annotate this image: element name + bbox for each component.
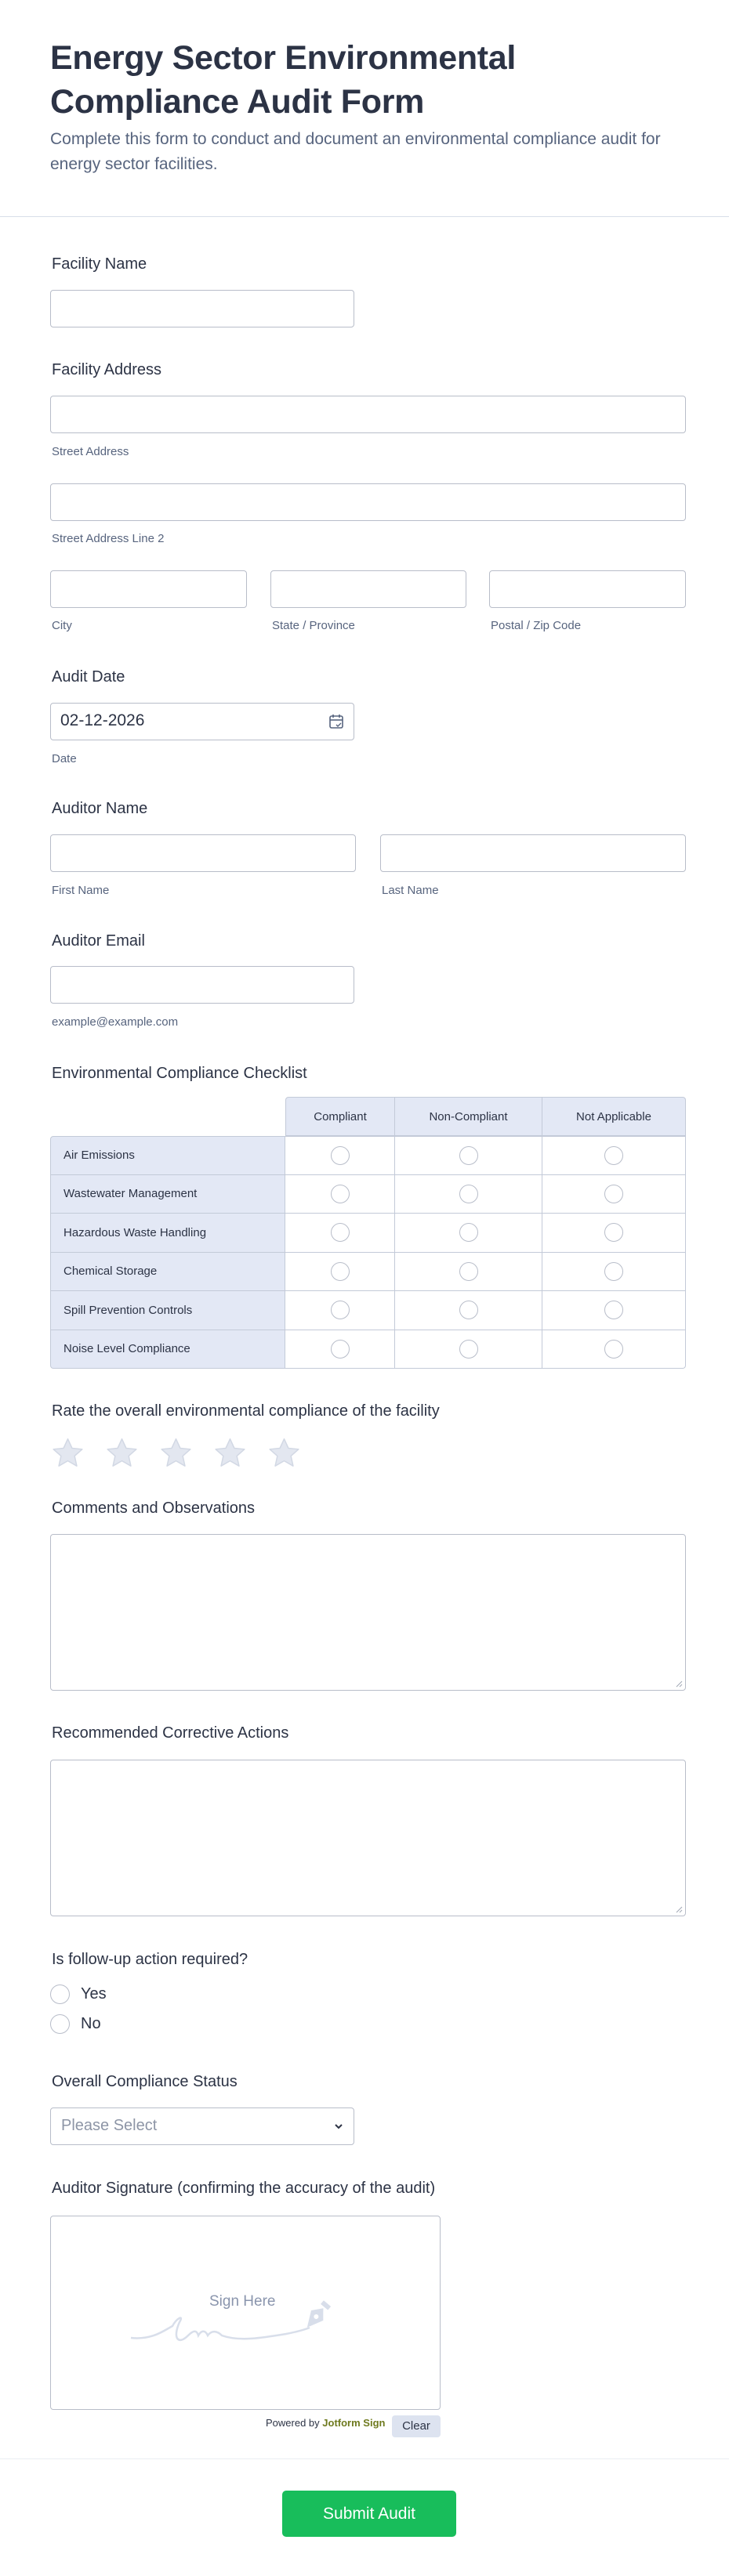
radio-compliant[interactable] — [331, 1146, 350, 1165]
last-name-sublabel: Last Name — [382, 884, 439, 897]
radio-not-applicable[interactable] — [604, 1185, 623, 1203]
comments-label: Comments and Observations — [52, 1500, 256, 1517]
page-title: Energy Sector Environmental Compliance Audit Form — [50, 39, 517, 121]
street-address-line2-input[interactable] — [50, 483, 686, 521]
audit-date-label: Audit Date — [52, 668, 125, 686]
row-label: Chemical Storage — [50, 1253, 285, 1292]
checklist-label: Environmental Compliance Checklist — [52, 1065, 307, 1082]
powered-by — [266, 2417, 385, 2429]
state-input[interactable] — [270, 570, 466, 608]
rating-label: Rate the overall environmental compliance of the facility — [52, 1402, 440, 1420]
radio-not-applicable[interactable] — [604, 1146, 623, 1165]
street-address-line2-sublabel: Street Address Line 2 — [52, 532, 165, 545]
header-divider — [0, 216, 729, 217]
corrective-actions-label: Recommended Corrective Actions — [52, 1724, 289, 1742]
calendar-icon[interactable] — [328, 713, 344, 730]
row-label: Spill Prevention Controls — [50, 1291, 285, 1330]
radio-compliant[interactable] — [331, 1262, 350, 1281]
follow-up-option-yes[interactable] — [50, 1984, 107, 2004]
column-header-compliant: Compliant — [285, 1097, 395, 1136]
star-rating — [50, 1435, 302, 1471]
facility-address-label: Facility Address — [52, 361, 162, 378]
compliance-checklist-table — [50, 1097, 686, 1369]
table-row — [50, 1136, 686, 1175]
table-row — [50, 1253, 686, 1292]
resize-handle-icon[interactable] — [675, 1680, 683, 1688]
star-icon[interactable] — [50, 1435, 85, 1471]
star-icon[interactable] — [267, 1435, 302, 1471]
star-icon[interactable] — [212, 1435, 248, 1471]
row-label: Wastewater Management — [50, 1175, 285, 1214]
signature-pad[interactable] — [50, 2216, 441, 2410]
column-header-non-compliant: Non-Compliant — [395, 1097, 542, 1136]
first-name-input[interactable] — [50, 834, 356, 872]
radio-yes[interactable] — [50, 1984, 70, 2004]
chevron-down-icon — [333, 2121, 344, 2132]
table-row — [50, 1291, 686, 1330]
zip-input[interactable] — [489, 570, 686, 608]
column-header-not-applicable: Not Applicable — [542, 1097, 686, 1136]
jotform-sign-link[interactable]: Jotform Sign — [322, 2417, 386, 2429]
city-input[interactable] — [50, 570, 247, 608]
matrix-corner — [50, 1097, 285, 1136]
clear-signature-button[interactable]: Clear — [392, 2415, 441, 2437]
radio-non-compliant[interactable] — [459, 1262, 478, 1281]
radio-non-compliant[interactable] — [459, 1185, 478, 1203]
table-row — [50, 1330, 686, 1369]
row-label: Air Emissions — [50, 1136, 285, 1175]
city-sublabel: City — [52, 619, 72, 632]
radio-non-compliant[interactable] — [459, 1223, 478, 1242]
radio-compliant[interactable] — [331, 1185, 350, 1203]
radio-not-applicable[interactable] — [604, 1340, 623, 1359]
radio-non-compliant[interactable] — [459, 1340, 478, 1359]
audit-date-input[interactable] — [50, 703, 354, 740]
radio-non-compliant[interactable] — [459, 1301, 478, 1319]
form-header — [50, 36, 693, 177]
row-label: Hazardous Waste Handling — [50, 1214, 285, 1253]
option-label: Yes — [81, 1985, 107, 2003]
compliance-status-select[interactable] — [50, 2107, 354, 2145]
powered-by-text: Powered by — [266, 2417, 320, 2429]
radio-compliant[interactable] — [331, 1223, 350, 1242]
resize-handle-icon[interactable] — [675, 1905, 683, 1913]
radio-compliant[interactable] — [331, 1301, 350, 1319]
signature-label: Auditor Signature (confirming the accuracy of the audit) — [52, 2180, 436, 2197]
table-row — [50, 1214, 686, 1253]
radio-not-applicable[interactable] — [604, 1223, 623, 1242]
comments-textarea[interactable] — [50, 1534, 686, 1691]
follow-up-option-no[interactable] — [50, 2014, 101, 2034]
street-address-sublabel: Street Address — [52, 445, 129, 458]
auditor-email-label: Auditor Email — [52, 932, 145, 950]
audit-date-sublabel: Date — [52, 752, 77, 765]
radio-non-compliant[interactable] — [459, 1146, 478, 1165]
zip-sublabel: Postal / Zip Code — [491, 619, 582, 632]
auditor-email-sublabel: example@example.com — [52, 1015, 179, 1029]
sign-here-placeholder: Sign Here — [209, 2293, 276, 2310]
facility-name-label: Facility Name — [52, 255, 147, 273]
star-icon[interactable] — [104, 1435, 140, 1471]
footer-divider — [0, 2458, 729, 2459]
radio-no[interactable] — [50, 2014, 70, 2034]
select-placeholder: Please Select — [61, 2117, 158, 2134]
follow-up-label: Is follow-up action required? — [52, 1951, 248, 1968]
state-sublabel: State / Province — [272, 619, 355, 632]
radio-not-applicable[interactable] — [604, 1301, 623, 1319]
row-label: Noise Level Compliance — [50, 1330, 285, 1369]
auditor-name-label: Auditor Name — [52, 800, 148, 817]
first-name-sublabel: First Name — [52, 884, 110, 897]
table-row — [50, 1175, 686, 1214]
facility-name-input[interactable] — [50, 290, 354, 327]
street-address-input[interactable] — [50, 396, 686, 433]
auditor-email-input[interactable] — [50, 966, 354, 1004]
last-name-input[interactable] — [380, 834, 686, 872]
option-label: No — [81, 2015, 101, 2032]
submit-button[interactable]: Submit Audit — [282, 2491, 456, 2537]
star-icon[interactable] — [158, 1435, 194, 1471]
compliance-status-label: Overall Compliance Status — [52, 2073, 238, 2090]
corrective-actions-textarea[interactable] — [50, 1760, 686, 1916]
radio-not-applicable[interactable] — [604, 1262, 623, 1281]
audit-date-value: 02-12-2026 — [60, 711, 145, 729]
page-subtitle: Complete this form to conduct and document an environmental compliance audit for energy sector facilities. — [50, 130, 661, 173]
radio-compliant[interactable] — [331, 1340, 350, 1359]
